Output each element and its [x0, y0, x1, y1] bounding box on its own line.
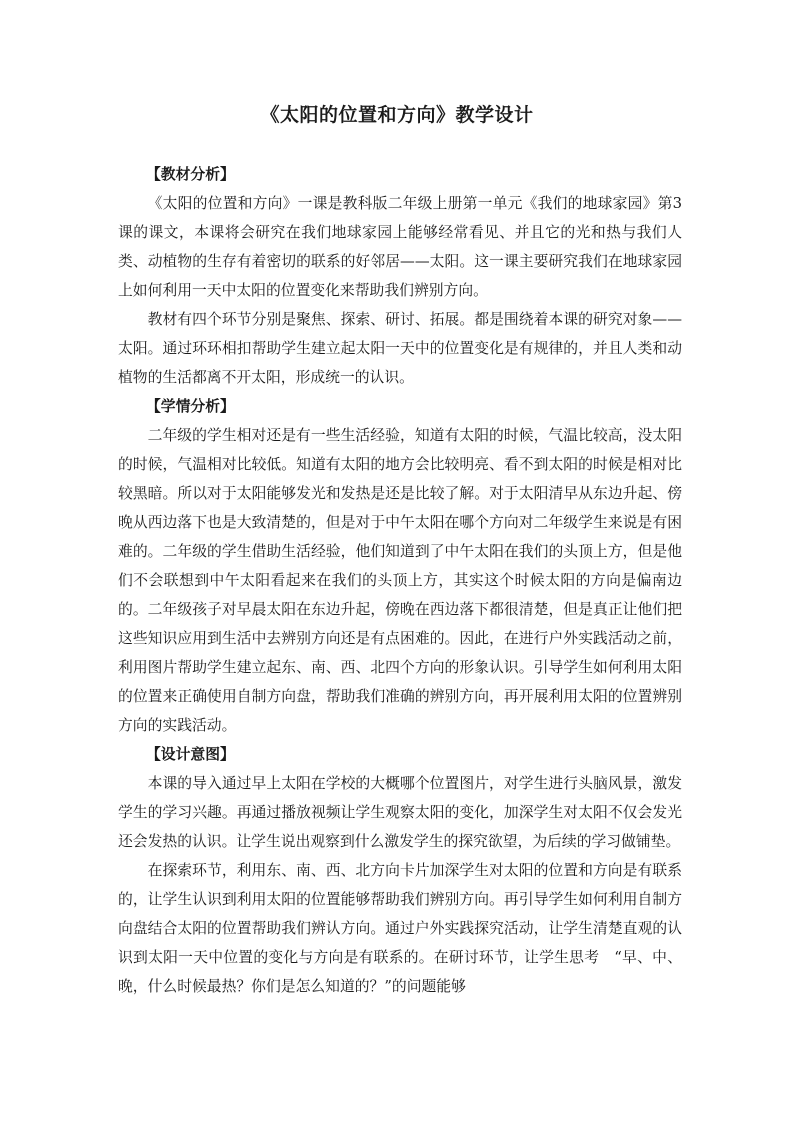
paragraph: 教材有四个环节分别是聚焦、探索、研讨、拓展。都是围绕着本课的研究对象——太阳。通过环环相扣帮助学生建立起太阳一天中的位置变化是有规律的，并且人类和动植物的生活都离不开太阳，形成统一的认识。: [118, 311, 682, 386]
document-title: 《太阳的位置和方向》教学设计: [260, 104, 534, 126]
paragraph: 本课的导入通过早上太阳在学校的大概哪个位置图片，对学生进行头脑风景，激发学生的学习兴趣。再通过播放视频让学生观察太阳的变化，加深学生对太阳不仅会发光还会发热的认识。让学生说出观察到什么激发学生的探究欲望，为后续的学习做铺垫。: [118, 775, 682, 850]
section-heading: 【学情分析】: [146, 398, 235, 415]
section-design-intent: [118, 740, 682, 1001]
paragraph: 二年级的学生相对还是有一些生活经验，知道有太阳的时候，气温比较高，没太阳的时候，气温相对比较低。知道有太阳的地方会比较明亮、看不到太阳的时候是相对比较黑暗。所以对于太阳能够发光和发热是还是比较了解。对于太阳清早从东边升起、傍晚从西边落下也是大致清楚的，但是对于中午太阳在哪个方向对二年级学生来说是有困难的。二年级的学生借助生活经验，他们知道到了中午太阳在我们的头顶上方，但是他们不会联想到中午太阳看起来在我们的头顶上方，其实这个时候太阳的方向是偏南边的。二年级孩子对早晨太阳在东边升起，傍晚在西边落下都很清楚，但是真正让他们把这些知识应用到生活中去辨别方向还是有点困难的。因此，在进行户外实践活动之前，利用图片帮助学生建立起东、南、西、北四个方向的形象认识。引导学生如何利用太阳的位置来正确使用自制方向盘，帮助我们准确的辨别方向，再开展利用太阳的位置辨别方向的实践活动。: [118, 427, 682, 734]
section-student-analysis: [118, 392, 682, 740]
paragraph: 在探索环节，利用东、南、西、北方向卡片加深学生对太阳的位置和方向是有联系的，让学生认识到利用太阳的位置能够帮助我们辨别方向。再引导学生如何利用自制方向盘结合太阳的位置帮助我们辨认方向。通过户外实践探究活动，让学生清楚直观的认识到太阳一天中位置的变化与方向是有联系的。在研讨环节，让学生思考 “早、中、晚，什么时候最热？你们是怎么知道的？”的问题能够: [118, 862, 682, 995]
document-body: [118, 160, 682, 1001]
section-textbook-analysis: [118, 160, 682, 392]
paragraph: 《太阳的位置和方向》一课是教科版二年级上册第一单元《我们的地球家园》第3课的课文，本课将会研究在我们地球家园上能够经常看见、并且它的光和热与我们人类、动植物的生存有着密切的联系的好邻居——太阳。这一课主要研究我们在地球家园上如何利用一天中太阳的位置变化来帮助我们辨别方向。: [118, 195, 682, 299]
section-heading: 【设计意图】: [146, 746, 235, 763]
section-heading: 【教材分析】: [146, 166, 235, 183]
